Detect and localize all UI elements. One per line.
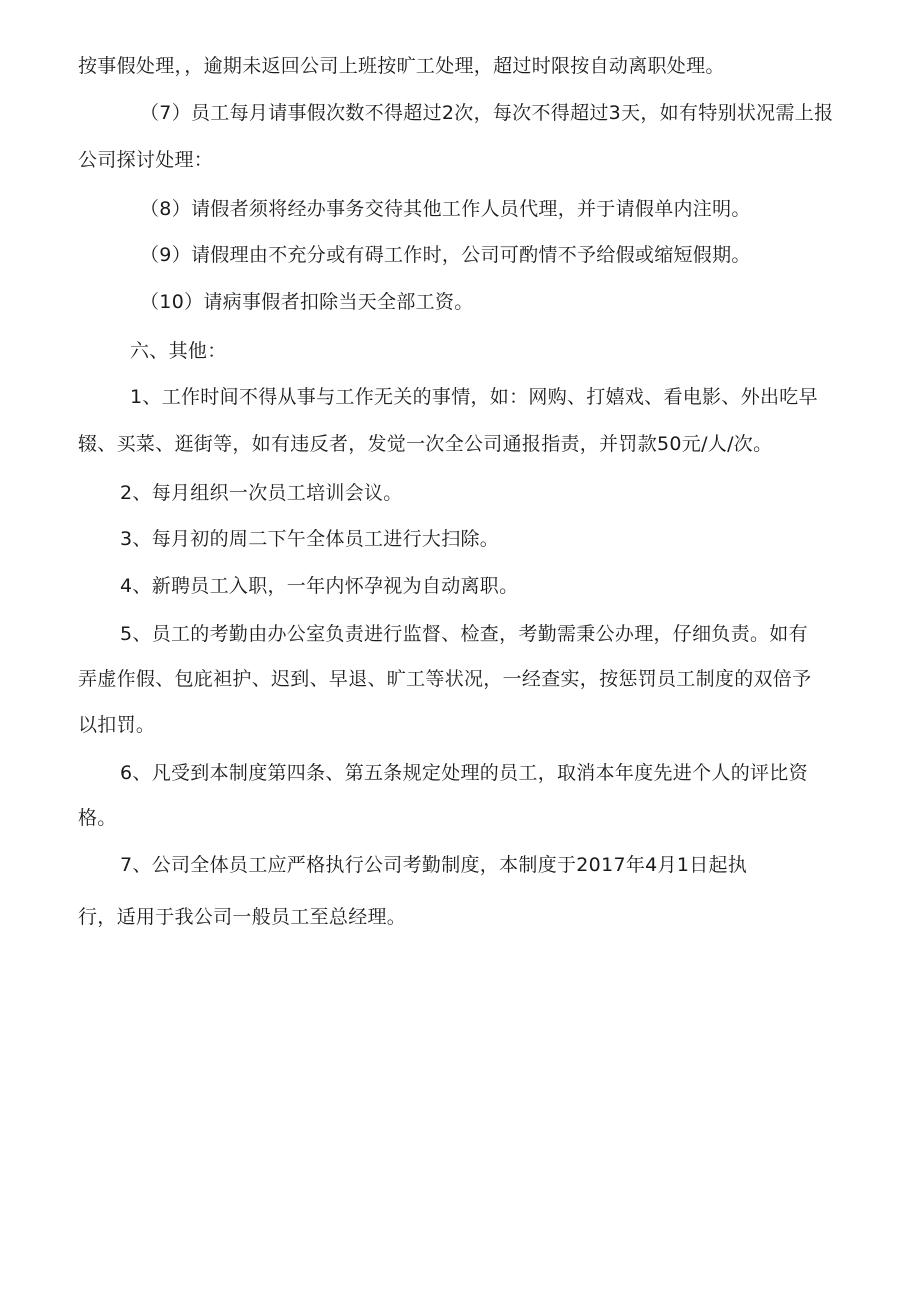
- paragraph-line: 辍、买菜、逛街等，如有违反者，发觉一次全公司通报指责，并罚款50元/人/次。: [78, 433, 773, 455]
- paragraph-line: （9）请假理由不充分或有碍工作时，公司可酌情不予给假或缩短假期。: [140, 244, 751, 266]
- paragraph-line: 4、新聘员工入职，一年内怀孕视为自动离职。: [120, 575, 519, 597]
- paragraph-line: 行，适用于我公司一般员工至总经理。: [78, 906, 407, 928]
- paragraph-line: 3、每月初的周二下午全体员工进行大扫除。: [120, 528, 500, 550]
- paragraph-line: 6、凡受到本制度第四条、第五条规定处理的员工，取消本年度先进个人的评比资: [120, 762, 808, 784]
- paragraph-line: 公司探讨处理：: [78, 149, 214, 171]
- paragraph-line: 格。: [78, 807, 117, 829]
- paragraph-line: 弄虚作假、包庇袒护、迟到、早退、旷工等状况，一经查实，按惩罚员工制度的双倍予: [78, 668, 812, 690]
- paragraph-line: 按事假处理，，逾期未返回公司上班按旷工处理，超过时限按自动离职处理。: [78, 55, 725, 77]
- paragraph-line: 7、公司全体员工应严格执行公司考勤制度，本制度于2017年4月1日起执: [120, 854, 748, 876]
- section-heading: 六、其他：: [130, 340, 227, 362]
- paragraph-line: 5、员工的考勤由办公室负责进行监督、检查，考勤需秉公办理，仔细负责。如有: [120, 623, 808, 645]
- paragraph-line: 1、工作时间不得从事与工作无关的事情，如：网购、打嬉戏、看电影、外出吃早: [130, 386, 818, 408]
- paragraph-line: （8）请假者须将经办事务交待其他工作人员代理，并于请假单内注明。: [140, 198, 751, 220]
- paragraph-line: 2、每月组织一次员工培训会议。: [120, 482, 403, 504]
- paragraph-line: 以扣罚。: [78, 714, 156, 736]
- paragraph-line: （7）员工每月请事假次数不得超过2次，每次不得超过3天，如有特别状况需上报: [140, 102, 834, 124]
- paragraph-line: （10）请病事假者扣除当天全部工资。: [140, 291, 474, 313]
